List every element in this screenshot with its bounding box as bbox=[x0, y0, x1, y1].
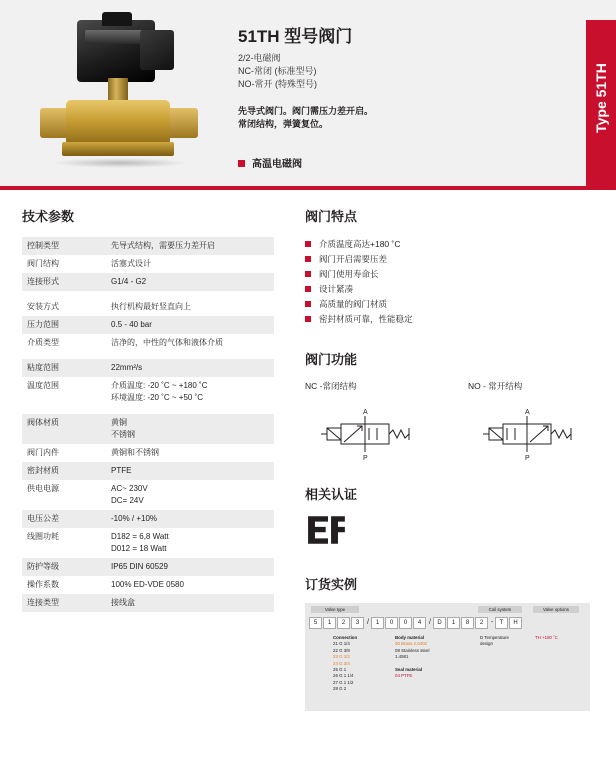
specs-value-line: 执行机构最好竖直向上 bbox=[111, 302, 191, 311]
specs-row bbox=[22, 316, 274, 334]
header-subtitle-line: NC-常闭 (标准型号) bbox=[238, 66, 317, 76]
header-description bbox=[238, 105, 373, 131]
valve-product-photo bbox=[22, 12, 212, 174]
ordering-connection-item: 26 G 1 1/4 bbox=[333, 673, 354, 679]
functions-title: 阀门功能 bbox=[305, 352, 358, 367]
specs-value-line: 黄铜 bbox=[111, 418, 127, 427]
specs-row bbox=[22, 444, 274, 462]
specs-row bbox=[22, 510, 274, 528]
side-type-tab bbox=[586, 20, 616, 186]
specs-value-line: AC~ 230V bbox=[111, 484, 148, 493]
specs-row-value bbox=[106, 298, 274, 316]
specs-row-spacer bbox=[22, 291, 274, 298]
specs-row bbox=[22, 359, 274, 377]
header-description-line: 先导式阀门。阀门需压力差开启。 bbox=[238, 106, 374, 116]
header-divider bbox=[0, 186, 616, 190]
specs-row-key: 介质类型 bbox=[27, 338, 59, 347]
specs-value-line: 0.5 - 40 bar bbox=[111, 320, 152, 329]
specs-row-value bbox=[106, 273, 274, 291]
specs-row-value bbox=[106, 334, 274, 352]
ordering-coil-system-block bbox=[480, 635, 530, 648]
eac-certification-icon bbox=[305, 513, 351, 547]
side-type-tab-label: Type 51TH bbox=[593, 63, 609, 133]
ordering-connection-block bbox=[333, 635, 377, 693]
ordering-seal-material-title: Seal material bbox=[395, 666, 423, 672]
specs-row-key: 线圈功耗 bbox=[27, 532, 59, 541]
specs-value-line: 洁净的，中性的气体和液体介质 bbox=[111, 338, 223, 347]
right-column bbox=[305, 206, 595, 711]
header-highlight-label: 高温电磁阀 bbox=[252, 159, 302, 170]
specs-row bbox=[22, 255, 274, 273]
specs-row-key: 安装方式 bbox=[27, 302, 59, 311]
ordering-code-cell: 5 bbox=[309, 617, 322, 629]
header-subtitle-line: NO-常开 (特殊型号) bbox=[238, 79, 317, 89]
feature-item: 阀门开启需要压差 bbox=[305, 252, 595, 267]
specs-row bbox=[22, 298, 274, 316]
features-list bbox=[305, 237, 595, 327]
specs-value-line: 活塞式设计 bbox=[111, 259, 151, 268]
feature-item: 高质量的阀门材质 bbox=[305, 297, 595, 312]
ordering-code-cell: 8 bbox=[461, 617, 474, 629]
specs-row bbox=[22, 528, 274, 558]
function-symbols bbox=[305, 398, 595, 464]
feature-item: 设计紧凑 bbox=[305, 282, 595, 297]
ordering-coil-system-item: D Temperature bbox=[480, 635, 509, 640]
specs-row-key: 压力范围 bbox=[22, 316, 106, 334]
ordering-header-valve-type: Valve type bbox=[311, 606, 359, 613]
valve-base-plate bbox=[62, 142, 174, 156]
specs-value-line: PTFE bbox=[111, 466, 132, 475]
specs-value-line: D182 = 6,8 Watt bbox=[111, 532, 169, 541]
ordering-code-cell: 1 bbox=[323, 617, 336, 629]
ordering-connection-item: 23 G 1/2 bbox=[333, 654, 350, 660]
specs-row bbox=[22, 462, 274, 480]
photo-shadow bbox=[52, 158, 188, 168]
specs-row bbox=[22, 273, 274, 291]
coil-connector-plug bbox=[140, 30, 174, 70]
specs-row-key: 控制类型 bbox=[22, 237, 106, 255]
specs-row bbox=[22, 558, 274, 576]
header-highlight bbox=[238, 155, 302, 170]
specs-row-key: 电压公差 bbox=[22, 510, 106, 528]
ordering-valve-option-item: TH +180 ˚C bbox=[535, 635, 558, 640]
specs-row-spacer bbox=[22, 352, 274, 359]
specs-row-value bbox=[106, 576, 274, 594]
ordering-code-cell: H bbox=[509, 617, 522, 629]
specs-value-line: 黄铜和不锈钢 bbox=[111, 448, 159, 457]
ordering-connection-item: 24 G 3/4 bbox=[333, 660, 350, 666]
specs-table bbox=[22, 237, 274, 612]
ordering-code-cell: 0 bbox=[399, 617, 412, 629]
function-no-label: NO - 常开结构 bbox=[468, 381, 523, 391]
specs-row bbox=[22, 377, 274, 407]
specs-value-line: 100% ED-VDE 0580 bbox=[111, 580, 184, 589]
specs-row-value bbox=[106, 462, 274, 480]
specs-row bbox=[22, 237, 274, 255]
ordering-code-separator: / bbox=[367, 619, 369, 626]
specs-row-value bbox=[106, 528, 274, 558]
svg-text:P: P bbox=[363, 455, 368, 462]
svg-text:A: A bbox=[525, 409, 530, 416]
ordering-code-cell: 2 bbox=[337, 617, 350, 629]
ordering-code-cell: 0 bbox=[385, 617, 398, 629]
ordering-valve-options-block bbox=[535, 635, 583, 641]
specs-row-key: 阀门内件 bbox=[27, 448, 59, 457]
specs-row bbox=[22, 334, 274, 352]
ordering-title: 订货实例 bbox=[305, 577, 358, 592]
ordering-code-separator: / bbox=[429, 619, 431, 626]
specs-section bbox=[22, 206, 274, 612]
specs-row bbox=[22, 576, 274, 594]
specs-row bbox=[22, 594, 274, 612]
specs-row-key: 粘度范围 bbox=[22, 359, 106, 377]
ordering-connection-item: 27 G 1 1/2 bbox=[333, 679, 354, 685]
specs-row-value bbox=[106, 377, 274, 407]
ordering-seal-material-item: 04 PTFE bbox=[395, 673, 413, 679]
specs-value-line: 22mm²/s bbox=[111, 363, 143, 372]
ordering-code-cell: 2 bbox=[475, 617, 488, 629]
ordering-code-cell: T bbox=[495, 617, 508, 629]
svg-text:A: A bbox=[363, 409, 368, 416]
ordering-connection-item: 21 G 1/4 bbox=[333, 641, 350, 647]
feature-item: 阀门使用寿命长 bbox=[305, 267, 595, 282]
valve-brass-body bbox=[66, 100, 170, 146]
ordering-body-material-block bbox=[395, 635, 457, 679]
features-title: 阀门特点 bbox=[305, 209, 358, 224]
specs-row-key: 防护等级 bbox=[22, 558, 106, 576]
svg-text:P: P bbox=[525, 455, 530, 462]
specs-value-line: G1/4 - G2 bbox=[111, 277, 147, 286]
specs-row-key: 密封材质 bbox=[22, 462, 106, 480]
specs-row-key: 供电电源 bbox=[27, 484, 59, 493]
specs-row-value bbox=[106, 255, 274, 273]
specs-row-key: 连接形式 bbox=[22, 273, 106, 291]
ordering-body-material-item: 08 Stainless steel bbox=[395, 647, 430, 653]
specs-row-value bbox=[106, 359, 274, 377]
specs-row-key: 温度范围 bbox=[27, 381, 59, 390]
header-subtitle-line: 2/2-电磁阀 bbox=[238, 53, 281, 63]
ordering-code-separator: - bbox=[490, 619, 494, 626]
specs-value-line: IP65 DIN 60529 bbox=[111, 562, 168, 571]
ordering-connection-item: 25 G 1 bbox=[333, 667, 347, 673]
page-title: 51TH 型号阀门 bbox=[238, 27, 353, 46]
specs-value-line: 环境温度: -20 ˚C ~ +50 ˚C bbox=[111, 393, 204, 402]
ordering-body-material-title: Body material bbox=[395, 635, 425, 640]
ordering-example-diagram bbox=[305, 603, 590, 711]
certifications-title: 相关认证 bbox=[305, 487, 358, 502]
specs-value-line: 先导式结构，需要压力差开启 bbox=[111, 241, 215, 250]
feature-item: 密封材质可靠，性能稳定 bbox=[305, 312, 595, 327]
specs-row-key: 阀门结构 bbox=[27, 259, 59, 268]
specs-value-line: 接线盒 bbox=[111, 598, 135, 607]
specs-row-value bbox=[106, 480, 274, 510]
ordering-connection-item: 22 G 3/8 bbox=[333, 647, 350, 653]
specs-row-value bbox=[106, 414, 274, 444]
specs-value-line: -10% / +10% bbox=[111, 514, 158, 523]
ordering-code-cell: 3 bbox=[351, 617, 364, 629]
specs-row-value bbox=[106, 316, 274, 334]
specs-value-line: 不锈钢 bbox=[111, 430, 135, 439]
specs-row-key: 操作系数 bbox=[27, 580, 59, 589]
specs-row-value bbox=[106, 444, 274, 462]
bullet-square-icon bbox=[238, 160, 245, 167]
specs-value-line: 介质温度: -20 ˚C ~ +180 ˚C bbox=[111, 381, 208, 390]
ordering-coil-system-item: design bbox=[480, 641, 493, 647]
ordering-code-cells bbox=[309, 617, 523, 629]
no-valve-symbol-icon bbox=[475, 406, 595, 462]
specs-row-value bbox=[106, 237, 274, 255]
coil-top-cap bbox=[102, 12, 132, 26]
nc-valve-symbol-icon bbox=[313, 406, 433, 462]
header-banner bbox=[0, 0, 616, 186]
specs-row-key: 阀体材质 bbox=[22, 414, 106, 444]
specs-value-line: D012 = 18 Watt bbox=[111, 544, 167, 553]
specs-row bbox=[22, 480, 274, 510]
ordering-connection-item: 28 G 2 bbox=[333, 686, 347, 692]
ordering-code-cell: D bbox=[433, 617, 446, 629]
ordering-connection-title: Connection bbox=[333, 635, 358, 640]
specs-row-value bbox=[106, 558, 274, 576]
specs-value-line: DC= 24V bbox=[111, 496, 144, 505]
header-description-line: 常闭结构，弹簧复位。 bbox=[238, 119, 329, 129]
specs-row-key: 连接类型 bbox=[22, 594, 106, 612]
function-labels bbox=[305, 380, 595, 394]
ordering-code-cell: 1 bbox=[371, 617, 384, 629]
ordering-header-coil-system: Coil system bbox=[478, 606, 522, 613]
function-nc-label: NC -常闭结构 bbox=[305, 381, 357, 391]
ordering-code-cell: 1 bbox=[447, 617, 460, 629]
header-subtitle bbox=[238, 52, 317, 91]
specs-row-value bbox=[106, 594, 274, 612]
specs-row-value bbox=[106, 510, 274, 528]
feature-item: 介质温度高达+180 ˚C bbox=[305, 237, 595, 252]
ordering-body-material-item: 30 Brass 2.0402 bbox=[395, 641, 427, 647]
ordering-header-valve-options: Valve options bbox=[533, 606, 579, 613]
ordering-code-cell: 4 bbox=[413, 617, 426, 629]
specs-row-spacer bbox=[22, 407, 274, 414]
specs-row bbox=[22, 414, 274, 444]
ordering-body-material-item: 1.4581 bbox=[395, 654, 409, 660]
specs-title: 技术参数 bbox=[22, 209, 75, 224]
